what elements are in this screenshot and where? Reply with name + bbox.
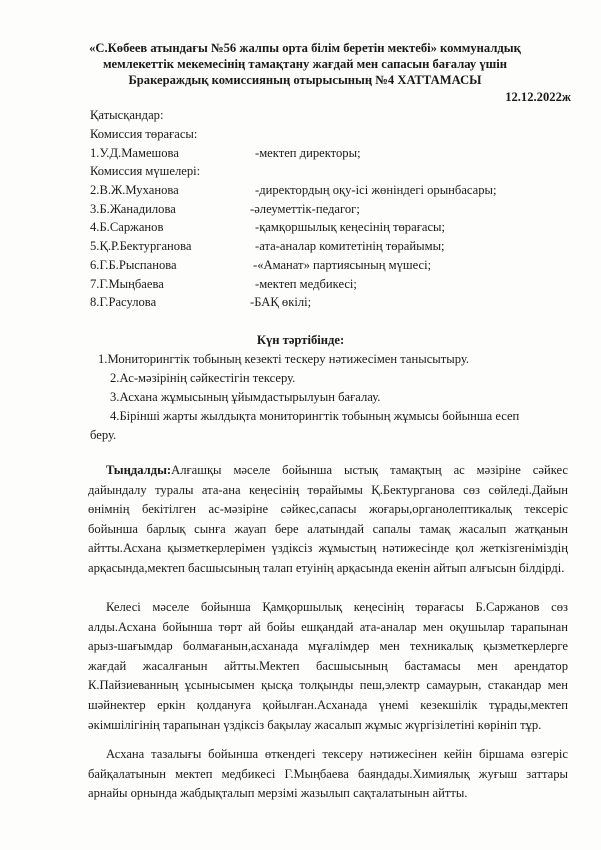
attendees-label: Қатысқандар: bbox=[90, 108, 164, 122]
agenda-item: 4.Бірінші жарты жылдықта мониторингтік тобының жұмысы бойынша есеп bbox=[110, 409, 520, 423]
chair-name: 1.У.Д.Мамешова bbox=[90, 146, 179, 160]
header-line-2: мемлекеттік мекемесінің тамақтану жағдай мен сапасын бағалау үшін bbox=[102, 57, 508, 71]
agenda-title: Күн тәртібінде: bbox=[256, 333, 345, 347]
member-name: 3.Б.Жанадилова bbox=[90, 202, 176, 216]
member-role: -ата-аналар комитетінің төрайымы; bbox=[255, 239, 445, 253]
member-name: 7.Г.Мыңбаева bbox=[90, 277, 164, 291]
paragraph-1 bbox=[88, 461, 568, 579]
paragraph-3 bbox=[88, 745, 568, 804]
member-name: 5.Қ.Р.Бектурганова bbox=[90, 239, 192, 253]
listened-label: Тыңдалды: bbox=[106, 463, 172, 477]
member-name: 6.Г.Б.Рыспанова bbox=[90, 258, 177, 272]
paragraph-2-text: Келесі мәселе бойынша Қамқоршылық кеңесінің төрағасы Б.Саржанов сөз алды.Асхана бойынша төрт ай бойы ешқандай ата-аналар мен оқушылар тарапынан арыз-шағымдар болмағанын,асханада мұғалімдер мен техникалық қызметкерлерге жағдай жасалғанын айтты.Мектеп басшысының бастамасы мен арендатор К.Пайзиеванның ұсынысымен қысқа толқынды пеш,электр самаурын, стакандар мен шәйнектер еркін қолдануға қойылған.Асханада үнемі кезекшілік тұрады,мектеп әкімшілігінің тарапынан үздіксіз бақылау жасалып жұмыс жүргізілетіні көрініп тұр. bbox=[88, 600, 568, 732]
member-name: 4.Б.Саржанов bbox=[90, 220, 164, 234]
chair-role: -мектеп директоры; bbox=[255, 146, 361, 160]
paragraph-1-text: Алғашқы мәселе бойынша ыстық тамақтың ас мәзіріне сәйкес дайындалу туралы ата-ана кеңесінің төрайымы Қ.Бектурганова сөз сөйледі.Дайын өнімнің бекітілген ас-мәзіріне сәйкес,сапасы жоғары,органолептикалық тексеріс бойынша барлық сынға жауап бере алатындай сапалы тамақ жасалып жатқанын айтты.Асхана қызметкерлерімен үздіксіз жұмыстың нәтижесінде қол жеткізгеніміздің арқасында,мектеп басшысының талап етуінің арқасында екенін айтып алғысын білдірді. bbox=[88, 463, 568, 575]
chair-label: Комиссия төрағасы: bbox=[90, 127, 198, 141]
member-role: -қамқоршылық кеңесінің төрағасы; bbox=[255, 220, 446, 234]
member-role: -әлеуметтік-педагог; bbox=[250, 202, 360, 216]
member-role: -директордың оқу-ісі жөніндегі орынбасары; bbox=[255, 183, 497, 197]
paragraph-3-text: Асхана тазалығы бойынша өткендегі тексеру нәтижесінен кейін біршама өзгеріс байқалатынын мектеп медбикесі Г.Мыңбаева баяндады.Химиялық жуғыш заттары арнайы орнында жабдықталып мерзімі жазылып сақталатынын айтты. bbox=[88, 747, 568, 801]
agenda-item: 2.Ас-мәзірінің сәйкестігін тексеру. bbox=[110, 371, 296, 385]
member-role: -«Аманат» партиясының мүшесі; bbox=[253, 258, 432, 272]
document-date: 12.12.2022ж bbox=[505, 90, 571, 104]
member-role: -БАҚ өкілі; bbox=[250, 295, 312, 309]
header-line-3: Бракераждық комиссияның отырысының №4 ХАТТАМАСЫ bbox=[128, 73, 482, 87]
agenda-item: беру. bbox=[90, 428, 117, 442]
agenda-item: 3.Асхана жұмысының ұйымдастырылуын бағалау. bbox=[110, 390, 381, 404]
members-label: Комиссия мүшелері: bbox=[90, 164, 201, 178]
member-name: 2.В.Ж.Муханова bbox=[90, 183, 179, 197]
member-name: 8.Г.Расулова bbox=[90, 295, 157, 309]
agenda-item: 1.Мониторингтік тобының кезекті тескеру нәтижесімен танысытыру. bbox=[98, 352, 470, 366]
member-role: -мектеп медбикесі; bbox=[255, 277, 357, 291]
header-line-1: «С.Көбеев атындағы №56 жалпы орта білім беретін мектебі» коммуналдық bbox=[89, 41, 521, 55]
paragraph-2 bbox=[88, 598, 568, 735]
